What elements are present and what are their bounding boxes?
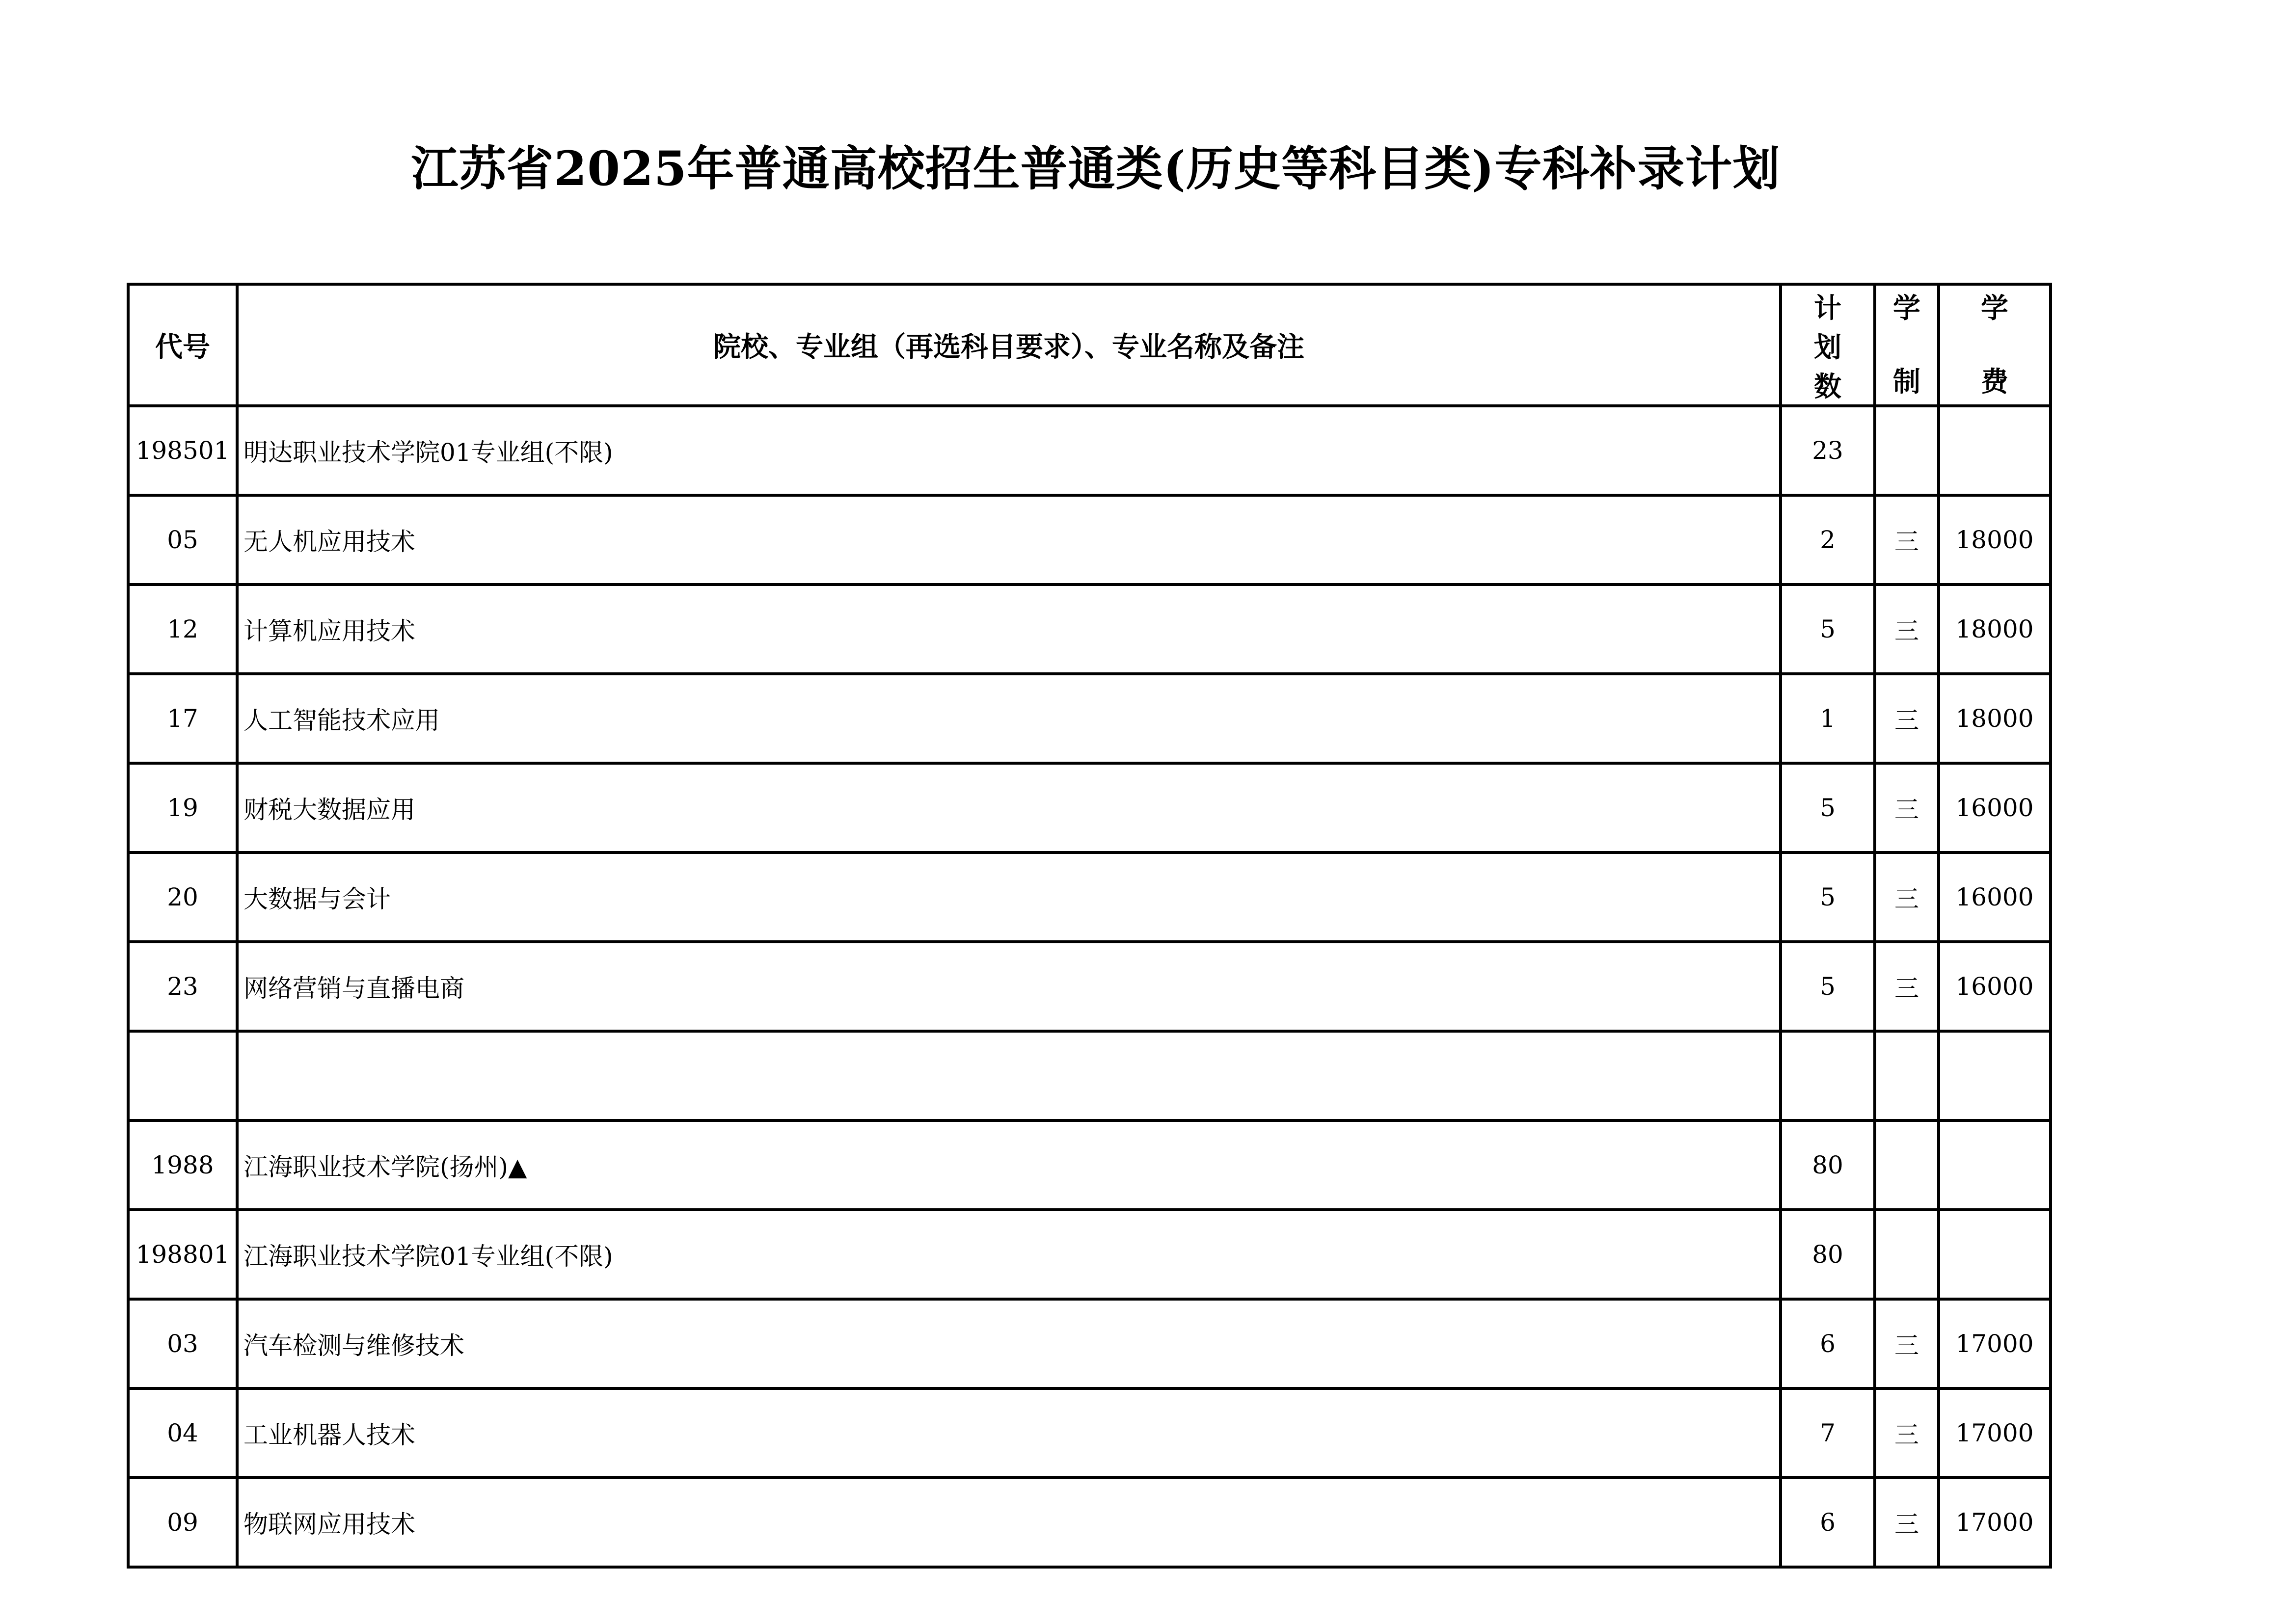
cell-duration: 三	[1875, 585, 1939, 674]
cell-name: 工业机器人技术	[237, 1388, 1781, 1478]
cell-duration: 三	[1875, 1388, 1939, 1478]
cell-name: 人工智能技术应用	[237, 674, 1781, 763]
header-fee-char-1: 学	[1981, 292, 2008, 324]
cell-fee: 16000	[1939, 852, 2051, 942]
cell-duration	[1875, 406, 1939, 495]
cell-code: 198801	[128, 1210, 237, 1299]
table-header-row	[128, 284, 2051, 406]
cell-duration: 三	[1875, 763, 1939, 852]
table-row	[128, 1388, 2051, 1478]
header-duration	[1875, 284, 1939, 406]
header-plan-char-1: 计	[1814, 292, 1841, 324]
cell-plan: 5	[1781, 852, 1875, 942]
cell-name: 明达职业技术学院01专业组(不限)	[237, 406, 1781, 495]
cell-code: 03	[128, 1299, 237, 1388]
cell-fee	[1939, 1210, 2051, 1299]
cell-name: 江海职业技术学院(扬州)▲	[237, 1120, 1781, 1210]
cell-fee: 17000	[1939, 1478, 2051, 1567]
cell-plan	[1781, 1031, 1875, 1120]
cell-duration	[1875, 1210, 1939, 1299]
table-row	[128, 763, 2051, 852]
table-row	[128, 1299, 2051, 1388]
table-row	[128, 585, 2051, 674]
page-title: 江苏省2025年普通高校招生普通类(历史等科目类)专科补录计划	[411, 141, 1781, 196]
table-row-empty	[128, 1031, 2051, 1120]
cell-code: 04	[128, 1388, 237, 1478]
cell-duration: 三	[1875, 1478, 1939, 1567]
cell-code: 198501	[128, 406, 237, 495]
table-row	[128, 1120, 2051, 1210]
cell-name: 无人机应用技术	[237, 495, 1781, 585]
cell-plan: 5	[1781, 763, 1875, 852]
cell-plan: 5	[1781, 942, 1875, 1031]
cell-code: 09	[128, 1478, 237, 1567]
table-row	[128, 406, 2051, 495]
cell-name: 江海职业技术学院01专业组(不限)	[237, 1210, 1781, 1299]
cell-fee	[1939, 1031, 2051, 1120]
cell-fee: 17000	[1939, 1299, 2051, 1388]
cell-duration: 三	[1875, 852, 1939, 942]
cell-plan: 5	[1781, 585, 1875, 674]
cell-name: 大数据与会计	[237, 852, 1781, 942]
table-row	[128, 942, 2051, 1031]
table-row	[128, 1478, 2051, 1567]
cell-name: 网络营销与直播电商	[237, 942, 1781, 1031]
table-row	[128, 674, 2051, 763]
header-plan	[1781, 284, 1875, 406]
header-plan-char-2: 划	[1814, 331, 1841, 364]
table-row	[128, 1210, 2051, 1299]
cell-plan: 1	[1781, 674, 1875, 763]
cell-plan: 6	[1781, 1478, 1875, 1567]
table-row	[128, 495, 2051, 585]
enrollment-plan-table	[127, 283, 2052, 1569]
cell-code: 23	[128, 942, 237, 1031]
cell-code: 1988	[128, 1120, 237, 1210]
cell-duration: 三	[1875, 495, 1939, 585]
cell-plan: 2	[1781, 495, 1875, 585]
cell-code: 20	[128, 852, 237, 942]
cell-plan: 7	[1781, 1388, 1875, 1478]
cell-code: 19	[128, 763, 237, 852]
cell-fee: 18000	[1939, 585, 2051, 674]
cell-plan: 80	[1781, 1210, 1875, 1299]
cell-name	[237, 1031, 1781, 1120]
cell-fee: 17000	[1939, 1388, 2051, 1478]
header-plan-char-3: 数	[1814, 371, 1841, 403]
cell-name: 计算机应用技术	[237, 585, 1781, 674]
cell-name: 物联网应用技术	[237, 1478, 1781, 1567]
cell-duration: 三	[1875, 674, 1939, 763]
cell-fee: 18000	[1939, 674, 2051, 763]
cell-duration: 三	[1875, 942, 1939, 1031]
cell-duration	[1875, 1031, 1939, 1120]
cell-code: 05	[128, 495, 237, 585]
cell-duration	[1875, 1120, 1939, 1210]
cell-duration: 三	[1875, 1299, 1939, 1388]
cell-code: 17	[128, 674, 237, 763]
header-fee	[1939, 284, 2051, 406]
header-name: 院校、专业组（再选科目要求）、专业名称及备注	[237, 284, 1781, 406]
cell-fee	[1939, 406, 2051, 495]
cell-fee	[1939, 1120, 2051, 1210]
cell-name: 汽车检测与维修技术	[237, 1299, 1781, 1388]
cell-name: 财税大数据应用	[237, 763, 1781, 852]
cell-plan: 80	[1781, 1120, 1875, 1210]
cell-fee: 18000	[1939, 495, 2051, 585]
cell-fee: 16000	[1939, 942, 2051, 1031]
cell-fee: 16000	[1939, 763, 2051, 852]
cell-plan: 6	[1781, 1299, 1875, 1388]
header-code: 代号	[128, 284, 237, 406]
header-duration-char-2: 制	[1893, 366, 1920, 398]
header-fee-char-2: 费	[1981, 366, 2008, 398]
cell-plan: 23	[1781, 406, 1875, 495]
cell-code: 12	[128, 585, 237, 674]
cell-code	[128, 1031, 237, 1120]
table-row	[128, 852, 2051, 942]
header-duration-char-1: 学	[1893, 292, 1920, 324]
